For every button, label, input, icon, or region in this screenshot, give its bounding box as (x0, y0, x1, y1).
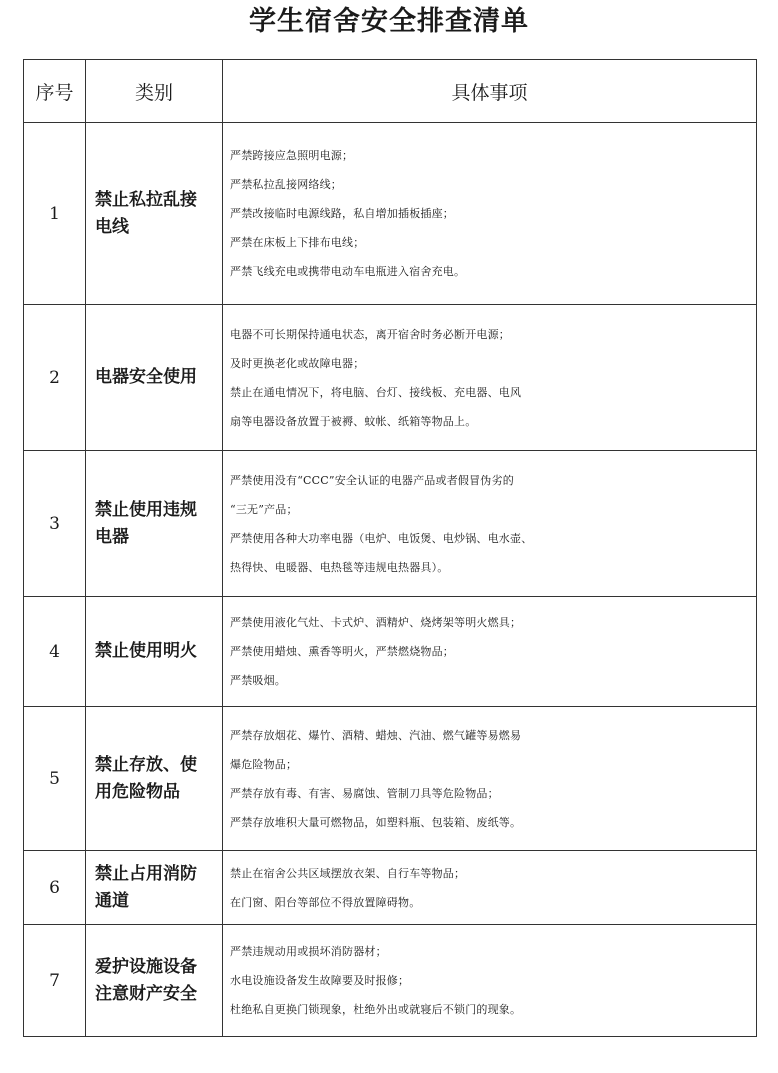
row-number: 7 (24, 925, 86, 1037)
category-line: 注意财产安全 (95, 983, 197, 1004)
row-number: 1 (24, 123, 86, 305)
detail-line: 严禁使用液化气灶、卡式炉、酒精炉、烧烤架等明火燃具； (230, 616, 522, 629)
row-category (86, 305, 223, 451)
table-row (24, 851, 757, 925)
row-details (223, 597, 757, 707)
detail-line: “三无”产品； (230, 502, 298, 516)
header-num: 序号 (24, 60, 86, 123)
header-details: 具体事项 (223, 60, 757, 123)
detail-line: 严禁存放烟花、爆竹、酒精、蜡烛、汽油、燃气罐等易燃易 (230, 728, 522, 742)
row-number: 3 (24, 451, 86, 597)
header-category: 类别 (86, 60, 223, 123)
detail-line: 爆危险物品； (230, 757, 298, 771)
row-details (223, 305, 757, 451)
row-details (223, 707, 757, 851)
row-category (86, 123, 223, 305)
table-row (24, 123, 757, 305)
row-category (86, 851, 223, 925)
detail-line: 及时更换老化或故障电器； (230, 356, 365, 370)
row-details (223, 851, 757, 925)
row-details (223, 925, 757, 1037)
detail-line: 严禁私拉乱接网络线； (230, 178, 342, 191)
category-line: 禁止占用消防 (95, 863, 197, 884)
row-number: 5 (24, 707, 86, 851)
detail-line: 严禁使用没有“CCC”安全认证的电器产品或者假冒伪劣的 (230, 473, 514, 487)
detail-line: 严禁跨接应急照明电源； (230, 149, 354, 162)
table-row (24, 451, 757, 597)
table-row (24, 707, 757, 851)
category-line: 用危险物品 (95, 781, 180, 802)
category-line: 通道 (95, 890, 129, 911)
document-title: 学生宿舍安全排查清单 (249, 6, 529, 37)
detail-line: 严禁吸烟。 (230, 674, 286, 687)
detail-line: 禁止在宿舍公共区域摆放衣架、自行车等物品； (230, 866, 466, 880)
row-number: 4 (24, 597, 86, 707)
detail-line: 水电设施设备发生故障要及时报修； (230, 974, 410, 987)
row-category (86, 707, 223, 851)
detail-line: 禁止在通电情况下，将电脑、台灯、接线板、充电器、电风 (230, 385, 522, 399)
detail-line: 严禁飞线充电或携带电动车电瓶进入宿舍充电。 (230, 265, 466, 278)
row-number: 6 (24, 851, 86, 925)
detail-line: 严禁使用各种大功率电器（电炉、电饭煲、电炒锅、电水壶、 (230, 531, 533, 545)
detail-line: 杜绝私自更换门锁现象，杜绝外出或就寝后不锁门的现象。 (230, 1003, 522, 1016)
detail-line: 在门窗、阳台等部位不得放置障碍物。 (230, 895, 421, 909)
category-line: 禁止使用违规 (95, 499, 197, 520)
row-details (223, 451, 757, 597)
category-line: 电线 (95, 216, 129, 237)
detail-line: 严禁存放有毒、有害、易腐蚀、管制刀具等危险物品； (230, 786, 499, 800)
detail-line: 严禁改接临时电源线路，私自增加插板插座； (230, 207, 454, 220)
category-line: 禁止私拉乱接 (95, 189, 197, 210)
row-number: 2 (24, 305, 86, 451)
detail-line: 扇等电器设备放置于被褥、蚊帐、纸箱等物品上。 (230, 414, 477, 428)
detail-line: 严禁违规动用或损坏消防器材； (230, 945, 387, 958)
detail-line: 严禁使用蜡烛、熏香等明火，严禁燃烧物品； (230, 645, 454, 658)
row-details (223, 123, 757, 305)
category-line: 禁止存放、使 (95, 754, 197, 775)
table-row (24, 597, 757, 707)
detail-line: 电器不可长期保持通电状态，离开宿舍时务必断开电源； (230, 327, 510, 341)
table-row (24, 925, 757, 1037)
detail-line: 严禁存放堆积大量可燃物品，如塑料瓶、包装箱、废纸等。 (230, 815, 522, 829)
category-line: 电器安全使用 (95, 367, 197, 387)
row-category (86, 597, 223, 707)
row-category (86, 925, 223, 1037)
header-row (24, 60, 757, 123)
row-category (86, 451, 223, 597)
category-line: 爱护设施设备 (95, 956, 197, 977)
detail-line: 严禁在床板上下排布电线； (230, 236, 365, 249)
table-row (24, 305, 757, 451)
category-line: 禁止使用明火 (95, 641, 197, 661)
category-line: 电器 (95, 526, 129, 547)
checklist-table (23, 59, 757, 1037)
detail-line: 热得快、电暖器、电热毯等违规电热器具）。 (230, 560, 449, 574)
